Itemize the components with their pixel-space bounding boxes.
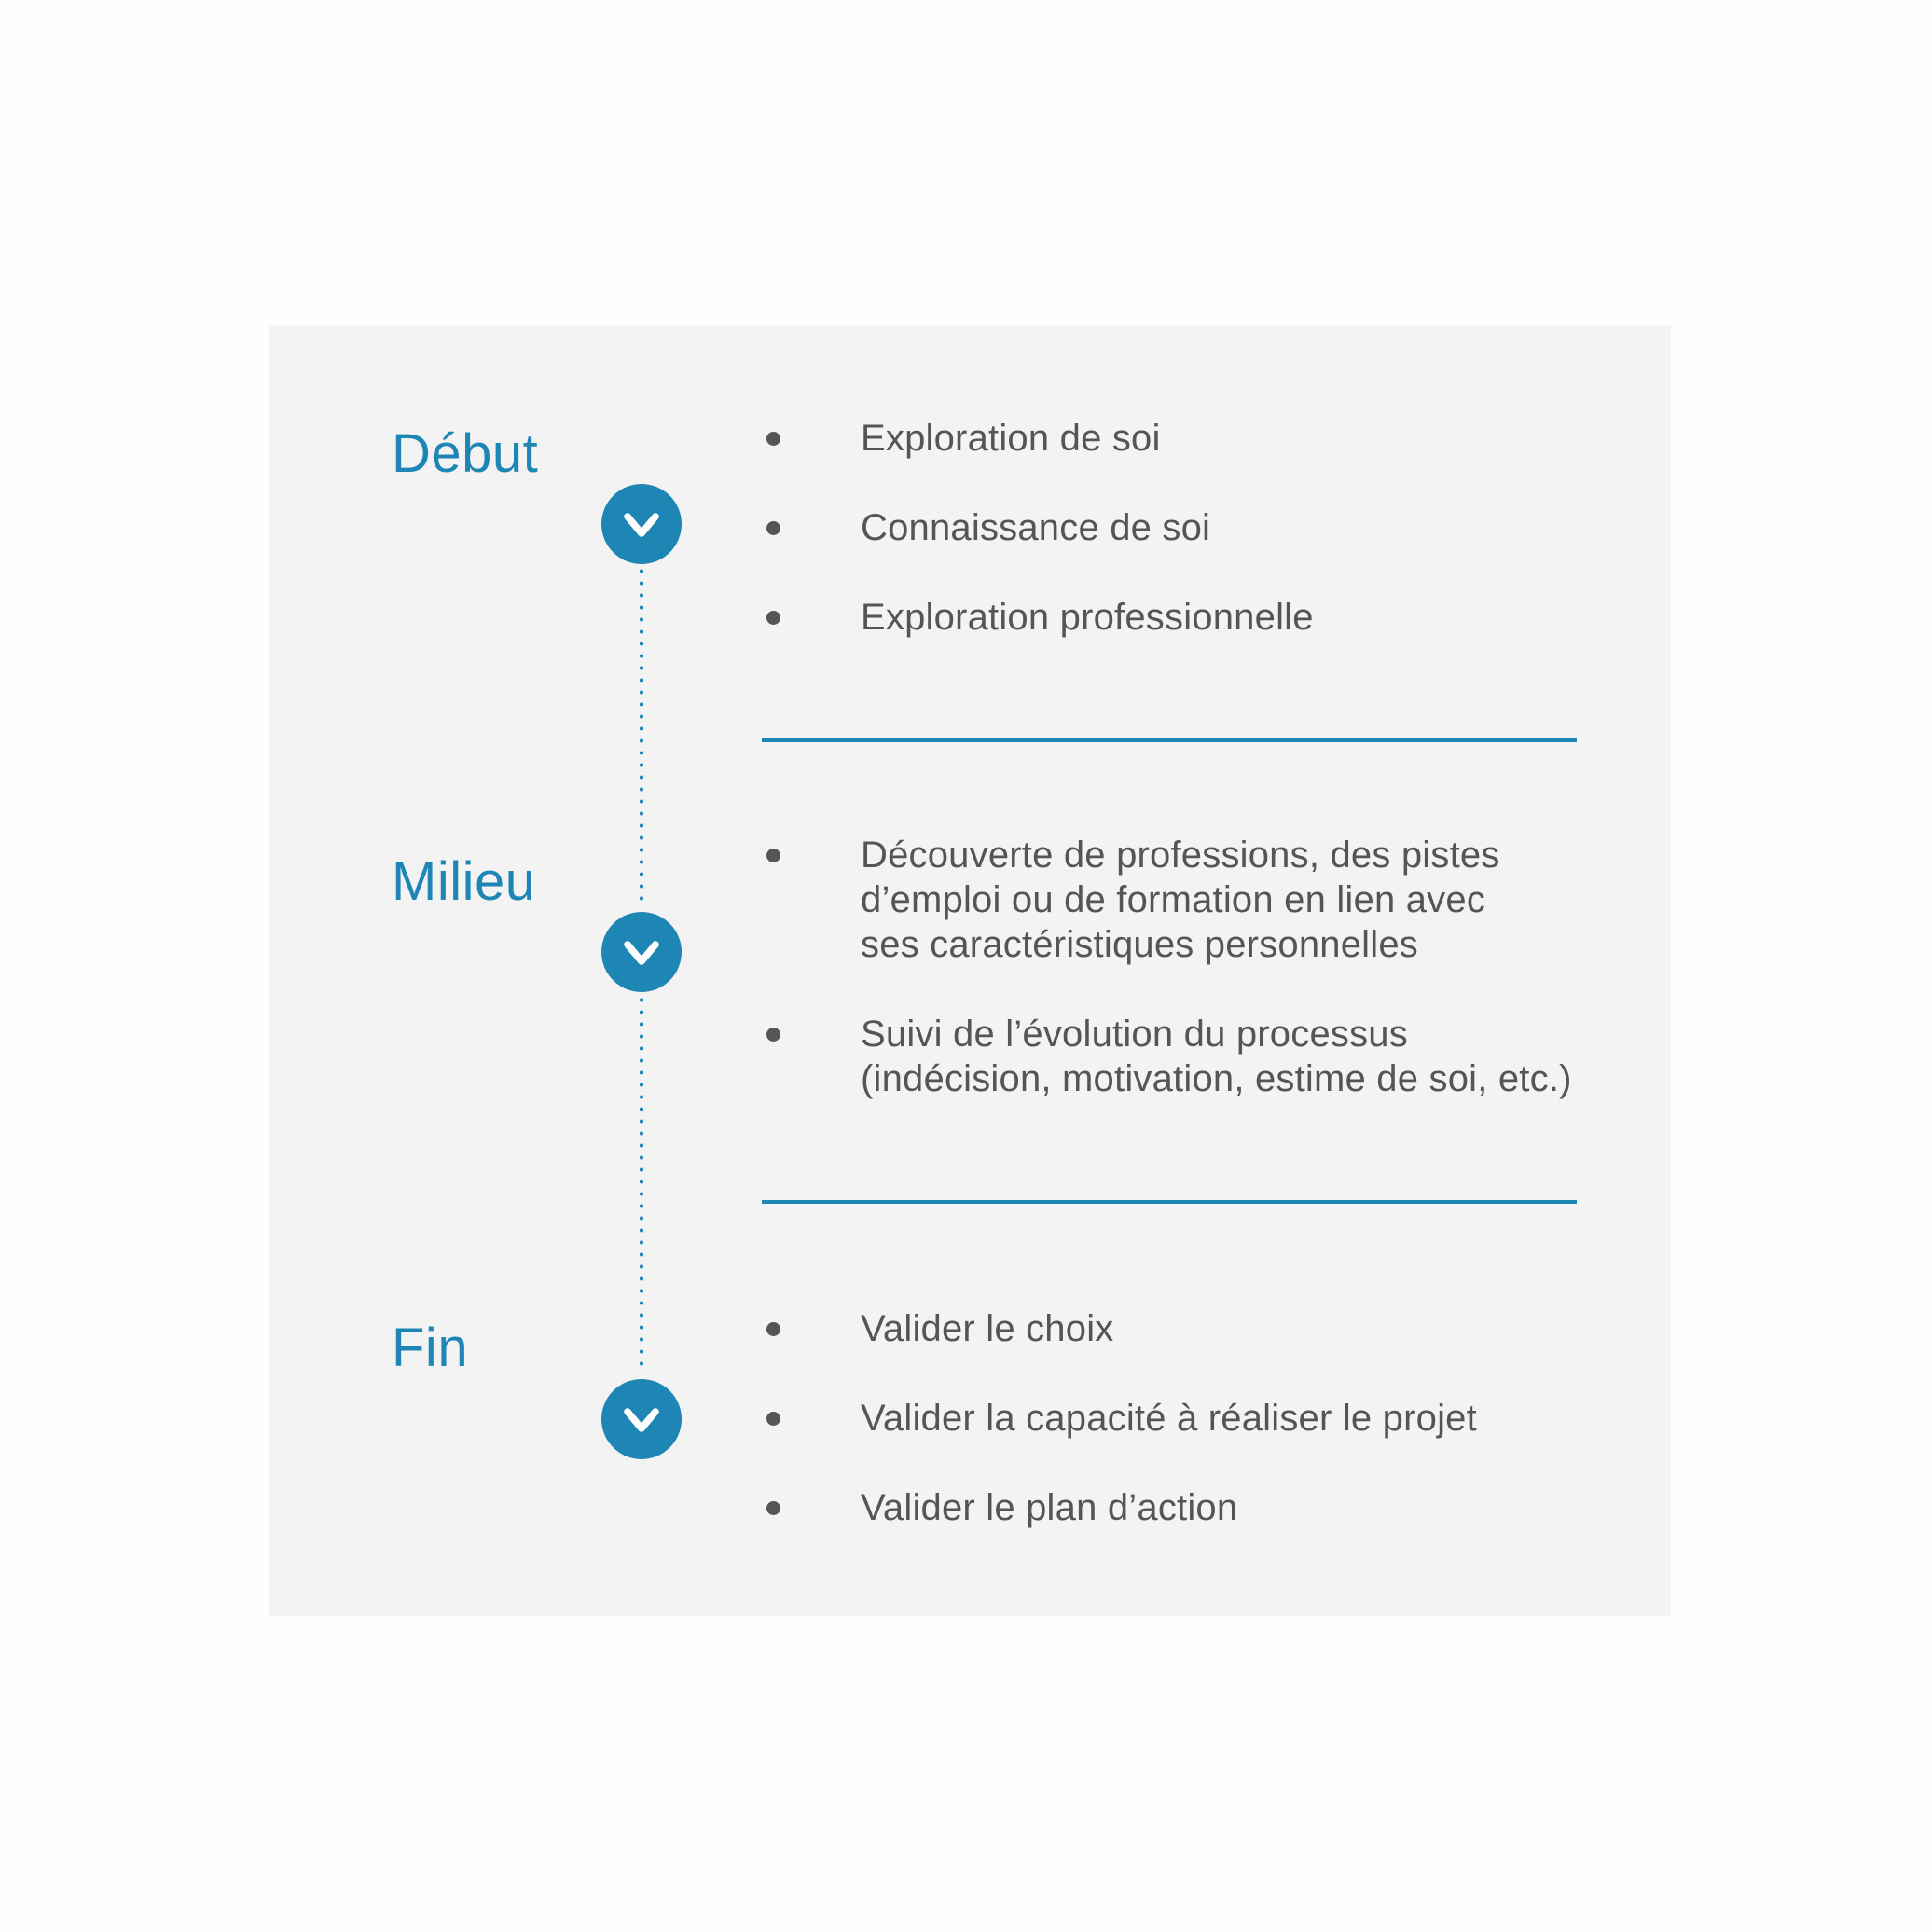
chevron-down-icon-graphic: [601, 484, 682, 564]
stage-title-debut: Début: [392, 423, 539, 484]
section-divider: [762, 738, 1577, 742]
stage-title-fin: Fin: [392, 1318, 469, 1378]
bullet-icon: [766, 611, 780, 625]
list-item: [762, 1306, 1477, 1351]
bullet-icon: [766, 1412, 780, 1426]
bullet-icon: [766, 849, 780, 862]
stage-title-milieu: Milieu: [392, 851, 536, 912]
stage-list-fin: [762, 1306, 1477, 1530]
bullet-icon: [766, 432, 780, 446]
bullet-icon: [766, 1501, 780, 1515]
bullet-icon: [766, 521, 780, 535]
bullet-icon: [766, 1322, 780, 1336]
stage-list-debut: [762, 416, 1314, 640]
chevron-down-icon: [601, 912, 682, 992]
chevron-down-icon-graphic: [601, 1379, 682, 1459]
section-divider: [762, 1200, 1577, 1204]
dotted-connector-debut-milieu: [640, 565, 643, 908]
list-item: [762, 1012, 1572, 1101]
list-item-text: Connaissance de soi: [861, 507, 1211, 548]
list-item-text: Valider le plan d’action: [861, 1487, 1238, 1528]
list-item: [762, 1396, 1477, 1441]
list-item: [762, 595, 1314, 640]
list-item-text: Valider la capacité à réaliser le projet: [861, 1398, 1477, 1439]
list-item-text: Exploration professionnelle: [861, 597, 1314, 638]
list-item-text: Découverte de professions, des pistes d’emploi ou de formation en lien avec ses caractéristiques personnelles: [861, 835, 1500, 965]
chevron-down-icon-graphic: [601, 912, 682, 992]
list-item-text: Valider le choix: [861, 1308, 1114, 1349]
list-item: [762, 505, 1314, 550]
list-item: [762, 1485, 1477, 1530]
stage-list-milieu: [762, 833, 1572, 1101]
chevron-down-icon: [601, 484, 682, 564]
list-item: [762, 416, 1314, 461]
list-item-text: Suivi de l’évolution du processus (indécision, motivation, estime de soi, etc.): [861, 1014, 1572, 1099]
bullet-icon: [766, 1028, 780, 1042]
list-item-text: Exploration de soi: [861, 418, 1161, 459]
list-item: [762, 833, 1572, 967]
chevron-down-icon: [601, 1379, 682, 1459]
dotted-connector-milieu-fin: [640, 994, 643, 1373]
